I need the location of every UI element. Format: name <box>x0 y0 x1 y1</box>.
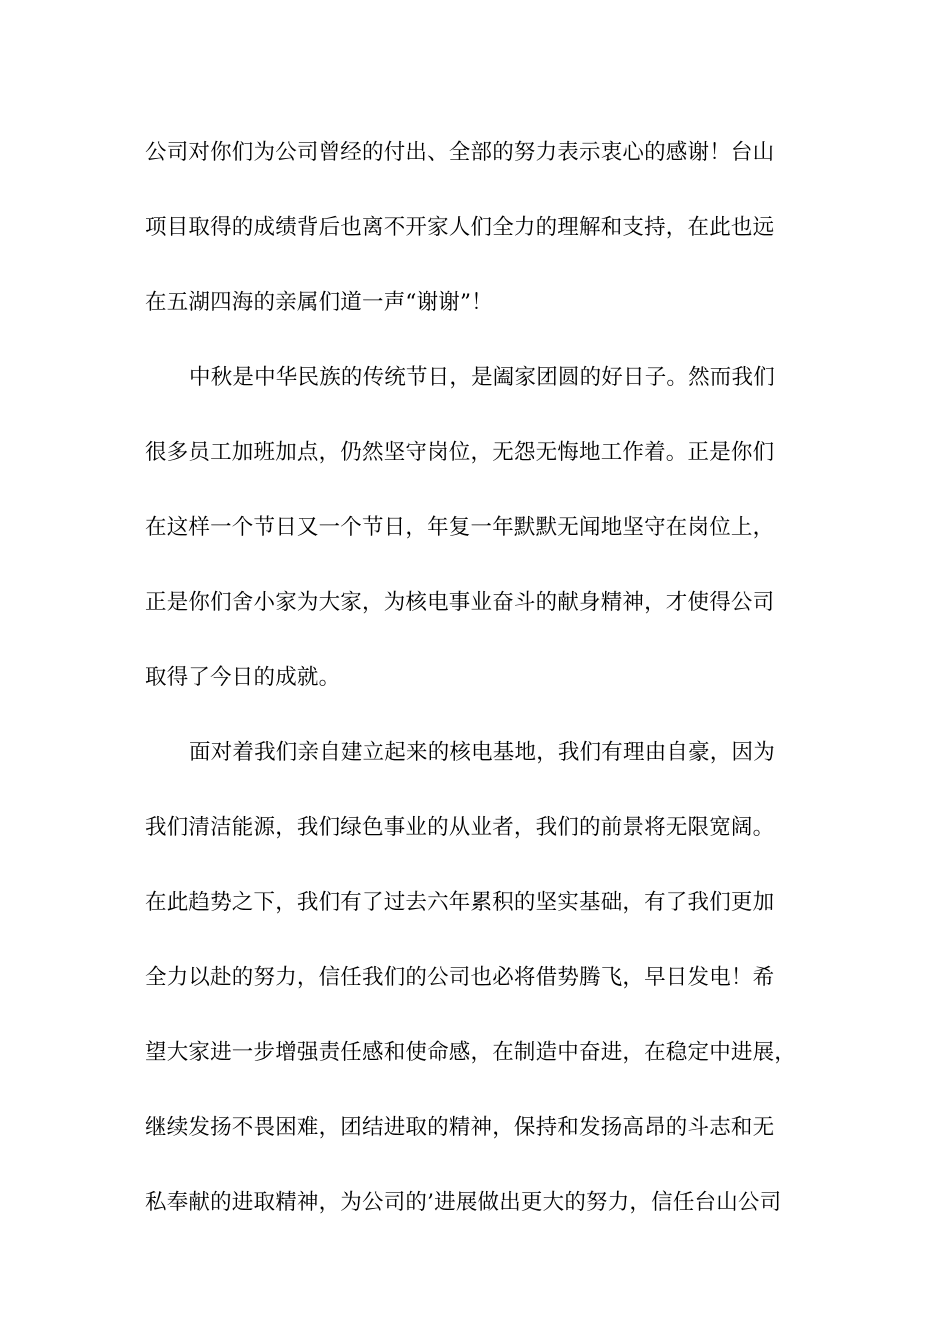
text-line: 项目取得的成绩背后也离不开家人们全力的理解和支持，在此也远 <box>145 215 775 240</box>
text-line: 在五湖四海的亲属们道一声“谢谢”！ <box>145 290 493 315</box>
text-line: 取得了今日的成就。 <box>145 665 341 690</box>
text-line: 在此趋势之下，我们有了过去六年累积的坚实基础，有了我们更加 <box>145 890 775 915</box>
text-line: 望大家进一步增强责任感和使命感，在制造中奋进，在稳定中进展， <box>145 1040 797 1065</box>
text-line: 很多员工加班加点，仍然坚守岗位，无怨无悔地工作着。正是你们 <box>145 440 775 465</box>
text-line: 在这样一个节日又一个节日，年复一年默默无闻地坚守在岗位上， <box>145 515 775 540</box>
paragraph-start-line: 面对着我们亲自建立起来的核电基地，我们有理由自豪，因为 <box>189 740 775 765</box>
text-line: 我们清洁能源，我们绿色事业的从业者，我们的前景将无限宽阔。 <box>145 815 775 840</box>
text-line: 继续发扬不畏困难，团结进取的精神，保持和发扬高昂的斗志和无 <box>145 1115 775 1140</box>
body-text <box>145 125 825 1250</box>
paragraph-start-line: 中秋是中华民族的传统节日，是阖家团圆的好日子。然而我们 <box>189 365 775 390</box>
text-line: 私奉献的进取精神，为公司的’进展做出更大的努力，信任台山公司 <box>145 1190 782 1215</box>
text-line: 正是你们舍小家为大家，为核电事业奋斗的献身精神，才使得公司 <box>145 590 775 615</box>
text-line: 全力以赴的努力，信任我们的公司也必将借势腾飞，早日发电！希 <box>145 965 775 990</box>
text-line: 公司对你们为公司曾经的付出、全部的努力表示衷心的感谢！台山 <box>145 140 775 165</box>
